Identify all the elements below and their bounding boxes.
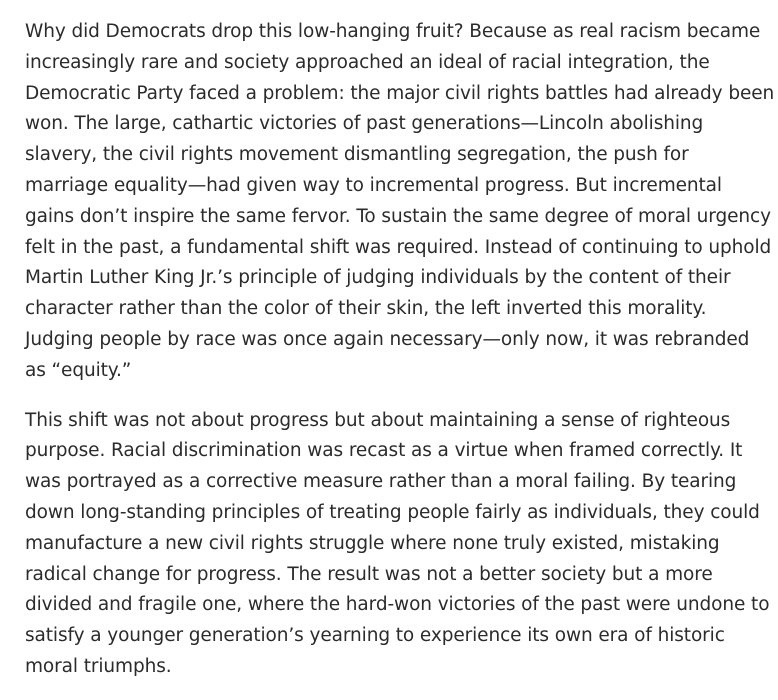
paragraph-line: as “equity.”: [25, 359, 132, 381]
paragraph-line: won. The large, cathartic victories of past generations—Lincoln abolishing: [25, 113, 704, 135]
paragraph-line: Democratic Party faced a problem: the major civil rights battles had already been: [25, 82, 775, 104]
paragraph-line: gains don’t inspire the same fervor. To sustain the same degree of moral urgency: [25, 205, 771, 227]
paragraph-line: divided and fragile one, where the hard-won victories of the past were undone to: [25, 594, 770, 616]
paragraph-line: moral triumphs.: [25, 655, 172, 677]
paragraph-line: radical change for progress. The result was not a better society but a more: [25, 563, 713, 585]
paragraph-line: marriage equality—had given way to incremental progress. But incremental: [25, 174, 722, 196]
paragraph-line: satisfy a younger generation’s yearning to experience its own era of historic: [25, 625, 725, 647]
paragraph-line: was portrayed as a corrective measure rather than a moral failing. By tearing: [25, 471, 737, 493]
paragraph-1: [25, 17, 778, 387]
paragraph-line: purpose. Racial discrimination was recast as a virtue when framed correctly. It: [25, 440, 743, 462]
paragraph-line: Judging people by race was once again necessary—only now, it was rebranded: [25, 328, 750, 350]
paragraph-line: Martin Luther King Jr.’s principle of judging individuals by the content of their: [25, 267, 731, 289]
paragraph-2: [25, 406, 778, 683]
paragraph-line: character rather than the color of their skin, the left inverted this morality.: [25, 298, 707, 320]
paragraph-line: increasingly rare and society approached an ideal of racial integration, the: [25, 51, 710, 73]
paragraph-line: manufacture a new civil rights struggle where none truly existed, mistaking: [25, 532, 720, 554]
paragraph-line: slavery, the civil rights movement dismantling segregation, the push for: [25, 144, 689, 166]
paragraph-line: Why did Democrats drop this low-hanging fruit? Because as real racism became: [25, 21, 761, 42]
paragraph-line: down long-standing principles of treating people fairly as individuals, they could: [25, 501, 760, 523]
paragraph-line: felt in the past, a fundamental shift was required. Instead of continuing to uphold: [25, 236, 772, 258]
paragraph-line: This shift was not about progress but about maintaining a sense of righteous: [25, 409, 731, 431]
